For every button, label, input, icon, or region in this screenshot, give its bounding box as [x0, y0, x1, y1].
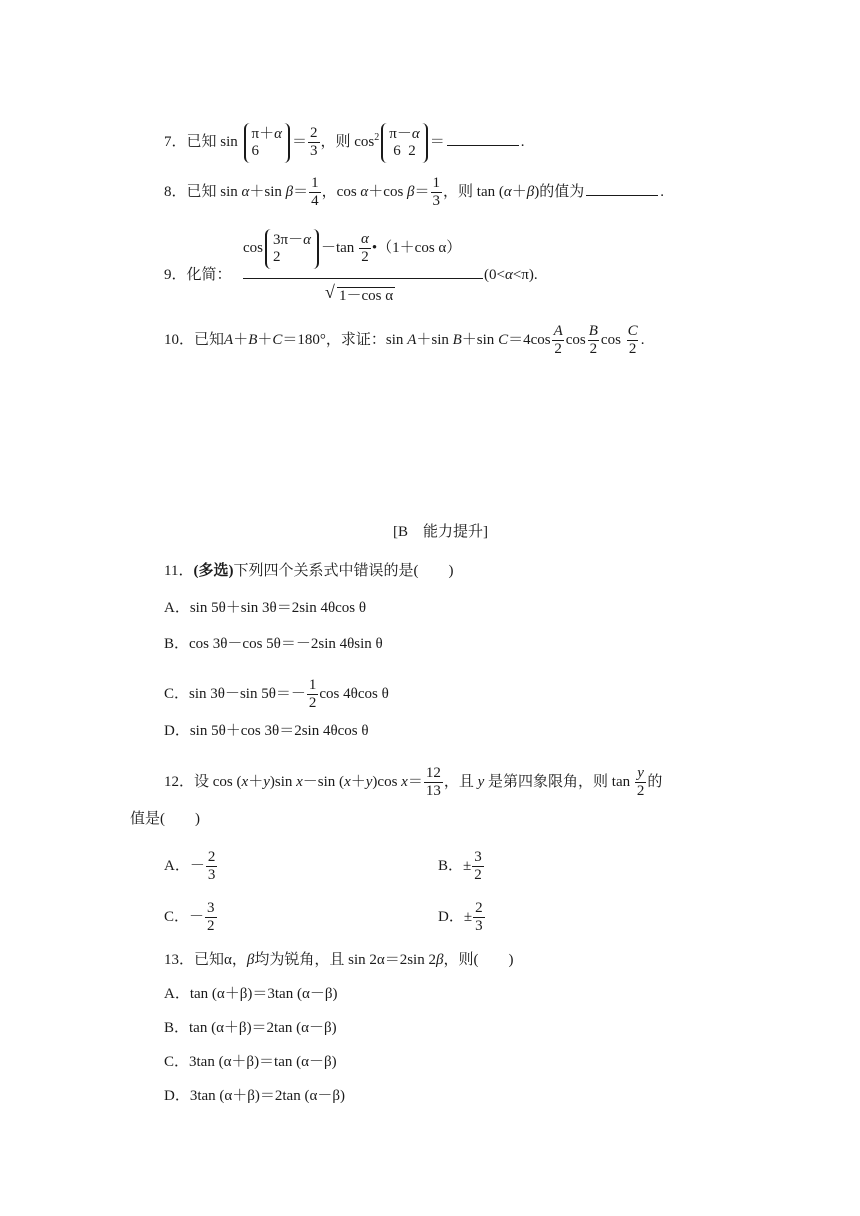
question-text: ＝4cos	[508, 332, 551, 348]
denominator: 2	[361, 249, 369, 266]
beta-symbol: β	[246, 952, 255, 968]
question-text: 设 cos (	[194, 774, 242, 790]
option-text: C．sin 3θ－sin 5θ＝－	[164, 686, 306, 702]
question-text: ＋sin	[249, 184, 282, 200]
variable-y: y	[477, 774, 485, 790]
numerator: π	[251, 125, 260, 142]
beta-symbol: β	[435, 952, 444, 968]
numerator: A	[553, 323, 563, 340]
question-text: ，则( )	[443, 952, 514, 968]
question-number: 13．	[164, 952, 195, 968]
square-root	[325, 284, 395, 305]
numerator: 1	[308, 677, 317, 694]
question-8	[164, 172, 664, 212]
variable-x: x	[401, 774, 408, 790]
question-text: ，则 tan (	[443, 184, 504, 200]
fraction-one-quarter	[309, 175, 321, 210]
option-d[interactable]	[438, 897, 486, 937]
denominator: 2	[273, 248, 281, 265]
option-label: C．	[164, 909, 190, 925]
option-label: D．	[438, 909, 464, 925]
denominator: 2	[474, 867, 482, 884]
question-text: 已知 sin	[186, 184, 238, 200]
denominator: 2	[636, 783, 645, 800]
equals-sign: ＝	[292, 134, 308, 150]
beta-symbol: β	[285, 184, 294, 200]
question-7	[164, 116, 525, 164]
plus-sign: ＋	[257, 332, 273, 348]
variable-x: x	[344, 774, 351, 790]
numerator: 2	[475, 900, 483, 917]
question-text: ＋sin	[416, 332, 449, 348]
tan-text: －tan	[320, 240, 355, 256]
numerator: y	[637, 765, 644, 782]
option-d[interactable]: D．3tan (α＋β)＝2tan (α－β)	[164, 1088, 345, 1104]
question-text: 已知	[194, 332, 225, 348]
question-text: 已知α，	[194, 952, 247, 968]
option-c[interactable]: C．3tan (α＋β)＝tan (α－β)	[164, 1054, 337, 1070]
condition-close: <π).	[512, 267, 538, 283]
question-text: ，则 cos	[320, 134, 375, 150]
fraction-a-half	[552, 323, 565, 358]
numerator	[243, 226, 461, 270]
alpha-symbol: α	[360, 184, 369, 200]
option-c[interactable]	[164, 897, 218, 937]
option-b[interactable]: B．tan (α＋β)＝2tan (α－β)	[164, 1020, 337, 1036]
variable-b: B	[452, 332, 462, 348]
alpha-symbol: α	[411, 125, 420, 142]
cos-text: cos	[600, 332, 621, 348]
period: .	[520, 134, 525, 150]
question-number: 9．	[164, 267, 187, 283]
fraction	[472, 849, 484, 884]
fraction-one-half	[307, 677, 319, 712]
condition-open: (0<	[484, 267, 505, 283]
alpha-symbol: α	[503, 184, 512, 200]
option-b[interactable]	[438, 846, 485, 886]
denominator: 4	[311, 193, 319, 210]
fraction-c-half	[626, 323, 640, 358]
question-text: 的	[647, 774, 663, 790]
denominator	[325, 284, 395, 305]
denominator: 2	[589, 341, 598, 358]
option-b[interactable]: B．cos 3θ－cos 5θ＝－2sin 4θsin θ	[164, 636, 383, 652]
fraction-twelve-thirteenths	[424, 765, 443, 800]
denominator: 2	[207, 918, 215, 935]
fraction	[250, 126, 284, 160]
denominator-2: 2	[408, 142, 416, 159]
plus-sign: ＋	[259, 125, 275, 142]
question-text: 已知 sin	[186, 134, 238, 150]
sign: －	[189, 909, 205, 925]
period: .	[660, 184, 664, 200]
question-number: 11．	[164, 563, 194, 579]
denominator: 3	[475, 918, 483, 935]
variable-y: y	[263, 774, 270, 790]
denominator-6: 6	[393, 142, 401, 159]
denominator: 6	[251, 142, 260, 159]
parenthesized-expression	[381, 123, 427, 163]
denominator: 3	[310, 143, 318, 160]
variable-c: C	[498, 332, 509, 348]
question-stem: 下列四个关系式中错误的是( )	[233, 563, 454, 579]
condition	[484, 265, 538, 285]
parenthesized-expression	[244, 123, 290, 163]
numerator: 2	[207, 849, 216, 866]
alpha-symbol: α	[303, 231, 311, 248]
beta-symbol: β	[407, 184, 415, 200]
multi-select-tag: (多选)	[193, 563, 234, 579]
fraction-alpha-half	[359, 231, 371, 266]
fraction	[473, 900, 485, 935]
equals-sign: ＝	[293, 184, 309, 200]
superscript: 2	[374, 132, 380, 143]
numerator-rest: •（1＋cos α）	[371, 240, 462, 256]
numerator-pi: π	[389, 125, 397, 142]
question-13	[164, 950, 513, 970]
fraction	[387, 126, 421, 160]
question-number: 10．	[164, 332, 195, 348]
alpha-symbol: α	[274, 125, 282, 142]
answer-blank[interactable]	[447, 129, 519, 146]
question-11	[164, 561, 453, 581]
question-number: 8．	[164, 184, 187, 200]
numerator: C	[627, 323, 638, 340]
question-text: )sin	[269, 774, 293, 790]
fraction	[205, 900, 217, 935]
question-text: )的值为	[534, 184, 585, 200]
question-label: 化简：	[186, 267, 232, 283]
denominator: 2	[554, 341, 562, 358]
denominator: 3	[207, 867, 216, 884]
denominator: 3	[432, 193, 441, 210]
plus-sign: ＋	[248, 774, 264, 790]
equals-sign: ＝	[407, 774, 423, 790]
question-text: ，且	[443, 774, 474, 790]
question-12	[164, 762, 662, 802]
question-text: 是第四象限角，则 tan	[488, 774, 631, 790]
plus-sign: ＋	[350, 774, 366, 790]
question-text: ＋sin	[461, 332, 495, 348]
question-number: 12．	[164, 774, 195, 790]
numerator: α	[361, 231, 369, 248]
numerator: 1	[432, 175, 441, 192]
option-a[interactable]: A．sin 5θ＋sin 3θ＝2sin 4θcos θ	[164, 600, 367, 616]
numerator: 2	[310, 125, 318, 142]
numerator: B	[588, 323, 598, 340]
parenthesized-expression	[265, 229, 319, 269]
variable-x: x	[241, 774, 249, 790]
option-label: B．	[438, 858, 464, 874]
fraction-one-third	[431, 175, 443, 210]
question-text: ，cos	[321, 184, 357, 200]
fraction-bar	[243, 278, 483, 279]
sign: －	[189, 858, 205, 874]
fraction-b-half	[587, 323, 600, 358]
equals-sign: ＝	[414, 184, 430, 200]
question-text: －sin (	[302, 774, 345, 790]
numerator: 3	[207, 900, 215, 917]
beta-symbol: β	[526, 184, 535, 200]
question-text: )cos	[372, 774, 398, 790]
cos-text: cos	[565, 332, 586, 348]
option-a[interactable]	[164, 846, 218, 886]
equals-sign: ＝	[429, 134, 445, 150]
option-text: cos 4θcos θ	[319, 686, 389, 702]
variable-x: x	[296, 774, 303, 790]
numerator: 1	[311, 175, 319, 192]
answer-blank[interactable]	[586, 179, 658, 196]
denominator: 2	[628, 341, 637, 358]
variable-b: B	[248, 332, 258, 348]
option-label: A．	[164, 858, 190, 874]
numerator: 12	[425, 765, 441, 782]
variable-a: A	[407, 332, 417, 348]
plus-sign: ＋	[233, 332, 249, 348]
minus-sign: －	[288, 231, 304, 248]
numerator-3pi: 3π	[273, 231, 289, 248]
minus-sign: －	[396, 125, 412, 142]
simplify-fraction	[243, 226, 483, 306]
plus-sign: ＋	[511, 184, 527, 200]
fraction-y-half	[635, 765, 647, 800]
denominator: 2	[308, 695, 317, 712]
period: .	[640, 332, 645, 348]
fraction	[206, 849, 218, 884]
variable-c: C	[272, 332, 283, 348]
cos-text: cos	[243, 240, 263, 256]
radicand: 1－cos α	[339, 288, 394, 304]
numerator: 3	[474, 849, 482, 866]
sign: ±	[463, 858, 472, 874]
variable-a: A	[224, 332, 234, 348]
fraction	[271, 232, 313, 266]
option-c[interactable]	[164, 674, 389, 714]
fraction-two-thirds	[308, 125, 320, 160]
alpha-symbol: α	[504, 267, 513, 283]
option-d[interactable]: D．sin 5θ＋cos 3θ＝2sin 4θcos θ	[164, 723, 369, 739]
question-text: ＋cos	[368, 184, 404, 200]
section-heading: [B 能力提升]	[393, 524, 488, 540]
alpha-symbol: α	[241, 184, 250, 200]
question-number: 7．	[164, 134, 187, 150]
question-12-continued: 值是( )	[130, 811, 200, 827]
sign: ±	[463, 909, 473, 925]
question-10	[164, 320, 644, 360]
variable-y: y	[365, 774, 373, 790]
question-text: 均为锐角，且 sin 2α＝2sin 2	[254, 952, 436, 968]
option-a[interactable]: A．tan (α＋β)＝3tan (α－β)	[164, 986, 338, 1002]
denominator: 13	[425, 783, 441, 800]
question-text: ＝180°，求证：sin	[282, 332, 404, 348]
